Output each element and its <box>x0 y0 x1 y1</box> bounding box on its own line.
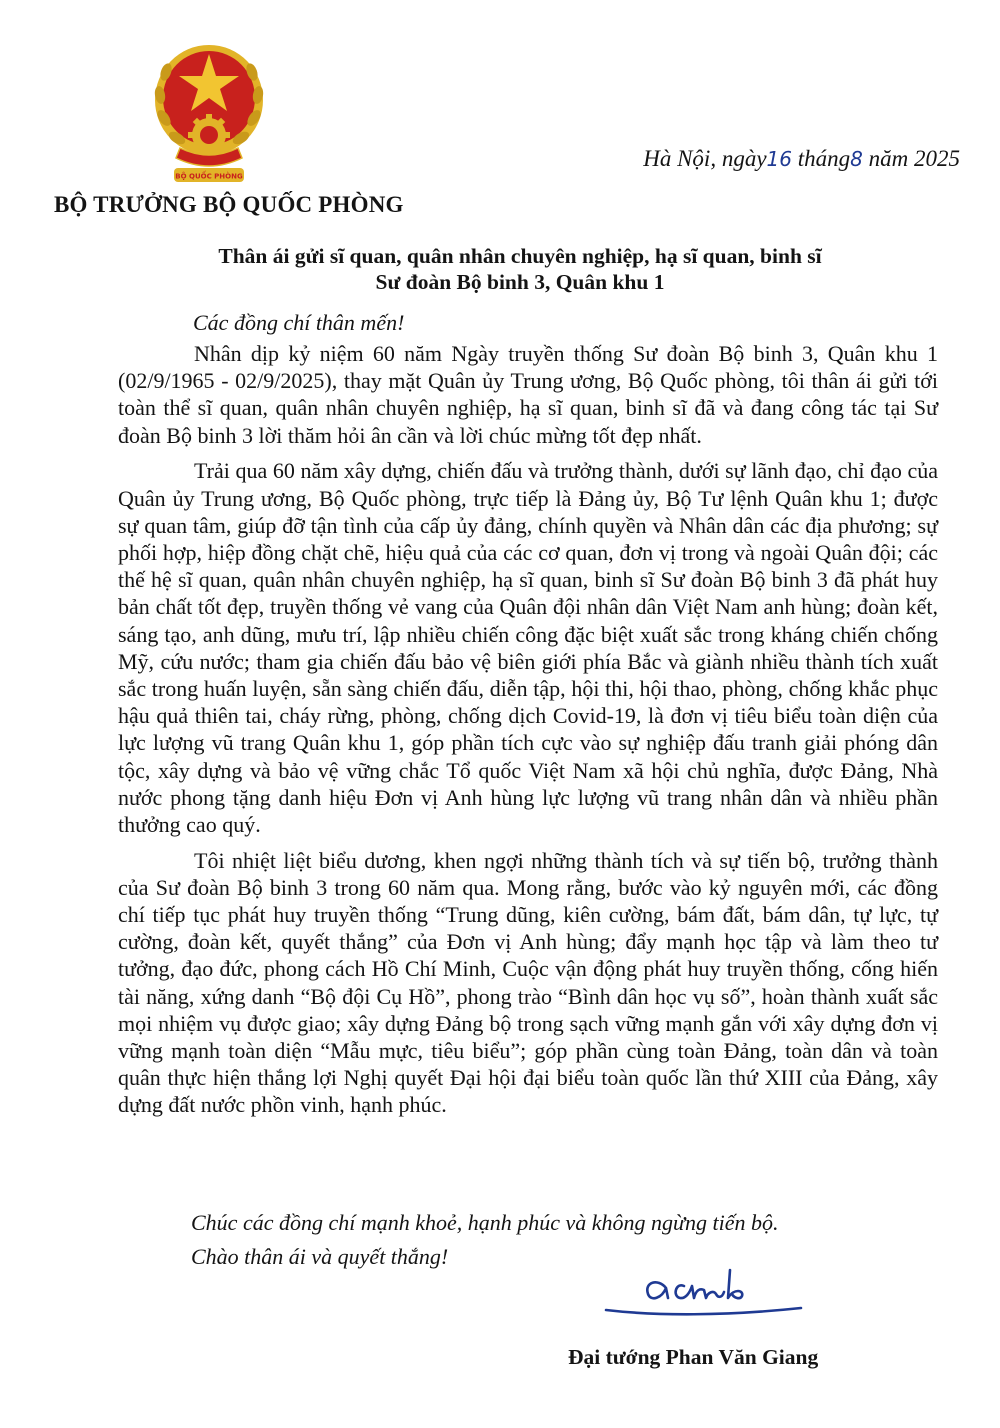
body-paragraph-3: Tôi nhiệt liệt biểu dương, khen ngợi những thành tích và sự tiến bộ, trưởng thành của Sư đoàn Bộ binh 3 trong 60 năm qua. Mong rằng, bước vào kỷ nguyên mới, các đồng chí tiếp tục phát huy truyền thống “Trung dũng, kiên cường, bám đất, bám dân, tự lực, tự cường, đoàn kết, quyết thắng” của Đơn vị Anh hùng; đẩy mạnh học tập và làm theo tư tưởng, đạo đức, phong cách Hồ Chí Minh, Cuộc vận động phát huy truyền thống, cống hiến tài năng, xứng danh “Bộ đội Cụ Hồ”, phong trào “Bình dân học vụ số”, hoàn thành xuất sắc mọi nhiệm vụ được giao; xây dựng Đảng bộ trong sạch vững mạnh gắn với xây dựng đơn vị vững mạnh toàn diện “Mẫu mực, tiêu biểu”; góp phần cùng toàn Đảng, toàn dân và toàn quân thực hiện thắng lợi Nghị quyết Đại hội đại biểu toàn quốc lần thứ XIII của Đảng, xây dựng đất nước phồn vinh, hạnh phúc. <box>118 847 938 1118</box>
dateline-month-label: tháng <box>797 146 851 171</box>
closing-greeting: Chào thân ái và quyết thắng! <box>191 1244 449 1269</box>
letter-body <box>118 340 938 1127</box>
dateline-year: năm 2025 <box>868 146 960 171</box>
salutation: Các đồng chí thân mến! <box>193 310 405 335</box>
issuer-title: BỘ TRƯỞNG BỘ QUỐC PHÒNG <box>54 192 404 217</box>
closing-wish: Chúc các đồng chí mạnh khoẻ, hạnh phúc và không ngừng tiến bộ. <box>191 1210 779 1235</box>
body-paragraph-2: Trải qua 60 năm xây dựng, chiến đấu và trưởng thành, dưới sự lãnh đạo, chỉ đạo của Quân ủy Trung ương, Bộ Quốc phòng, trực tiếp là Đảng ủy, Bộ Tư lệnh Quân khu 1; được sự quan tâm, giúp đỡ tận tình của cấp ủy đảng, chính quyền và Nhân dân các địa phương; sự phối hợp, hiệp đồng chặt chẽ, hiệu quả của các cơ quan, đơn vị trong và ngoài Quân đội; các thế hệ sĩ quan, quân nhân chuyên nghiệp, hạ sĩ quan, binh sĩ Sư đoàn Bộ binh 3 đã phát huy bản chất tốt đẹp, truyền thống vẻ vang của Quân đội nhân dân Việt Nam anh hùng; đoàn kết, sáng tạo, anh dũng, mưu trí, lập nhiều chiến công đặc biệt xuất sắc trong kháng chiến chống Mỹ, cứu nước; tham gia chiến đấu bảo vệ biên giới phía Bắc và giành nhiều thành tích xuất sắc trong huấn luyện, sẵn sàng chiến đấu, diễn tập, hội thi, hội thao, phòng, chống khắc phục hậu quả thiên tai, cháy rừng, phòng, chống dịch Covid-19, là đơn vị tiêu biểu toàn diện của lực lượng vũ trang Quân khu 1, góp phần tích cực vào sự nghiệp đấu tranh giải phóng dân tộc, xây dựng và bảo vệ vững chắc Tổ quốc Việt Nam xã hội chủ nghĩa, được Đảng, Nhà nước phong tặng danh hiệu Đơn vị Anh hùng lực lượng vũ trang nhân dân và nhiều phần thưởng cao quý. <box>118 458 938 837</box>
subject-line-2: Sư đoàn Bộ binh 3, Quân khu 1 <box>375 270 665 294</box>
national-emblem-icon <box>150 40 268 192</box>
handwritten-signature-icon <box>596 1262 816 1320</box>
subject-line-1: Thân ái gửi sĩ quan, quân nhân chuyên nghiệp, hạ sĩ quan, binh sĩ <box>218 244 822 268</box>
body-paragraph-1: Nhân dịp kỷ niệm 60 năm Ngày truyền thống Sư đoàn Bộ binh 3, Quân khu 1 (02/9/1965 - 02/9/2025), thay mặt Quân ủy Trung ương, Bộ Quốc phòng, tôi thân ái gửi tới toàn thể sĩ quan, quân nhân chuyên nghiệp, hạ sĩ quan, binh sĩ đã và đang công tác tại Sư đoàn Bộ binh 3 lời thăm hỏi ân cần và lời chúc mừng tốt đẹp nhất. <box>118 341 938 448</box>
emblem-caption: BỘ QUỐC PHÒNG <box>175 172 243 181</box>
signer-name: Đại tướng Phan Văn Giang <box>568 1345 819 1369</box>
dateline-day: 16 <box>766 147 792 171</box>
dateline <box>560 146 960 172</box>
dateline-month: 8 <box>850 147 863 171</box>
dateline-place: Hà Nội, ngày <box>643 146 767 171</box>
